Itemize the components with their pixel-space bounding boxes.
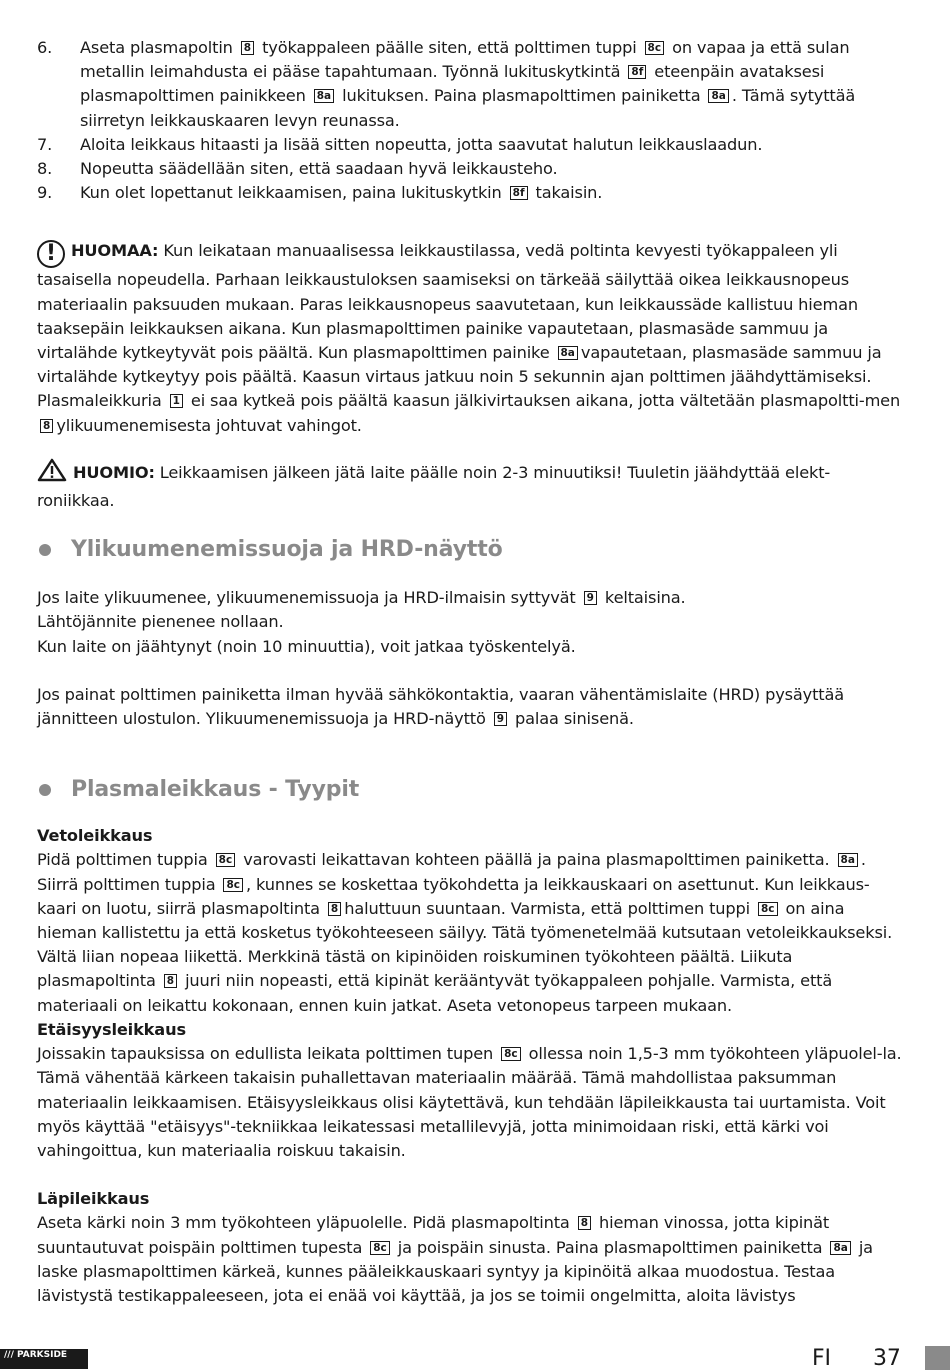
text-line: Lähtöjännite pienenee nollaan.: [37, 612, 284, 632]
list-item-number: 6.: [37, 38, 53, 57]
note-text: Kun leikataan manuaalisessa leikkaustilassa, vedä poltinta kevyesti työkappaleen yli tasaisella nopeudella. Parhaan leikkaustuloksen saamiseksi on tärkeää säilyttää oikea leikkausnopeus materiaalin paksuuden mukaan. Paras leikkausnopeus saavutetaan, kun leikkaussäde kallistuu hieman taaksepäin leikkauksen aikana. Kun plasmapolttimen painike vapautetaan, plasmasäde sammuu ja virtalähde kytkeytyvät pois päältä. Kun plasmapolttimen painike 8a vapautetaan, plasmasäde sammuu ja virtalähde kytkeytyy pois päältä. Kaasun virtaus jatkuu noin 5 sekunnin ajan polttimen jäähdyttämiseksi. Plasmaleikkuria 1 ei saa kytkeä pois päältä kaasun jälkivirtauksen aikana, jotta vältetään plasmapoltti-men 8 ylikuumenemisesta johtuvat vahingot.: [37, 241, 901, 435]
list-item: [37, 133, 907, 157]
part-reference-box: 8a: [708, 89, 728, 103]
section-title-text: Ylikuumenemissuoja ja HRD-näyttö: [71, 537, 503, 563]
part-reference-box: 8f: [510, 186, 528, 200]
list-item-text: Aseta plasmapoltin 8 työkappaleen päälle siten, että polttimen tuppi 8c on vapaa ja että sulan metallin leimahdusta ei pääse tapahtumaan. Työnnä lukituskytkintä 8f eteenpäin avataksesi plasmapolttimen painikkeen 8a lukituksen. Paina plasmapolttimen painiketta 8a . Tämä sytyttää siirretyn leikkauskaaren levyn reunassa.: [80, 38, 856, 130]
text-line: Kun laite on jäähtynyt (noin 10 minuuttia), voit jatkaa työskentelyä.: [37, 636, 576, 656]
section-title-text: Plasmaleikkaus - Tyypit: [71, 777, 360, 803]
subheading-pierce-cut: Läpileikkaus: [37, 1189, 150, 1209]
section-title-overheat: [37, 536, 907, 564]
pierce-cut-text: Aseta kärki noin 3 mm työkohteen yläpuolelle. Pidä plasmapoltinta 8 hieman vinossa, jotta kipinät suuntautuvat poispäin polttimen tupesta 8c ja poispäin sinusta. Paina plasmapolttimen painiketta 8a ja laske plasmapolttimen kärkeä, kunnes pääleikkauskaari syntyy ja kipinöitä alkaa muodostua. Testaa lävistystä testikappaleeseen, jota ei enää voi käyttää, ja jos se toimii ongelmitta, aloita lävistys: [37, 1213, 873, 1305]
list-item-number: 8.: [37, 159, 53, 179]
warning-triangle-icon: [37, 458, 67, 489]
part-reference-box: 8: [40, 419, 53, 433]
subheading-drag-cut: Vetoleikkaus: [37, 826, 153, 846]
section-title-cutting-types: [37, 776, 907, 804]
part-reference-box: 8: [578, 1216, 591, 1230]
exclamation-circle-icon: !: [37, 240, 65, 268]
list-item: [37, 157, 907, 181]
overheat-paragraph-1: [37, 586, 907, 659]
part-reference-box: 8a: [838, 853, 858, 867]
part-reference-box: 8: [241, 41, 254, 55]
part-reference-box: 8c: [645, 41, 665, 55]
part-reference-box: 8: [164, 974, 177, 988]
bullet-icon: [39, 784, 51, 796]
list-item-text: Aloita leikkaus hitaasti ja lisää sitten nopeutta, jotta saavutat halutun leikkauslaadun.: [80, 134, 763, 154]
brand-logo: /// PARKSIDE: [0, 1349, 88, 1369]
warning-text: Leikkaamisen jälkeen jätä laite päälle noin 2-3 minuutiksi! Tuuletin jäähdyttää elekt-roniikkaa.: [37, 462, 831, 511]
instruction-steps: [37, 36, 907, 205]
part-reference-box: 1: [170, 394, 183, 408]
language-code: FI: [812, 1346, 831, 1371]
overheat-paragraph-2: Jos painat polttimen painiketta ilman hyvää sähkökontaktia, vaaran vähentämislaite (HRD) pysäyttää jännitteen ulostulon. Ylikuumenemissuoja ja HRD-näyttö 9 palaa sinisenä.: [37, 684, 845, 729]
page-marker: [925, 1346, 950, 1370]
standoff-cut-text: Joissakin tapauksissa on edullista leikata polttimen tupen 8c ollessa noin 1,5-3 mm työkohteen yläpuolel-la. Tämä vähentää kärkeen takaisin puhallettavan materiaalin määrää. Tämä mahdollistaa paksumman materiaalin leikkaamisen. Etäisyysleikkaus olisi käytettävä, kun tehdään läpileikkausta tai uurtamista. Voit myös käyttää "etäisyys"-tekniikkaa leikatessasi metallilevyjä, jotta minimoidaan riski, että kärki voi vahingoittua, kun materiaalia roiskuu takaisin.: [37, 1044, 902, 1160]
list-item: [37, 181, 907, 205]
list-item-number: 7.: [37, 134, 53, 154]
list-item: [37, 36, 907, 133]
part-reference-box: 8a: [314, 89, 334, 103]
list-item-text: Kun olet lopettanut leikkaamisen, paina lukituskytkin 8f takaisin.: [80, 183, 603, 203]
warning-heading: HUOMIO:: [73, 462, 155, 482]
part-reference-box: 8a: [558, 346, 578, 360]
part-reference-box: 8c: [370, 1241, 390, 1255]
part-reference-box: 8c: [216, 853, 236, 867]
bullet-icon: [39, 544, 51, 556]
warning-block: [37, 458, 907, 513]
subheading-standoff-cut: Etäisyysleikkaus: [37, 1019, 186, 1039]
part-reference-box: 9: [494, 712, 507, 726]
part-reference-box: 8c: [223, 878, 243, 892]
part-reference-box: 8c: [501, 1047, 521, 1061]
list-item-text: Nopeutta säädellään siten, että saadaan hyvä leikkausteho.: [80, 159, 558, 179]
text-line: Jos laite ylikuumenee, ylikuumenemissuoja ja HRD-ilmaisin syttyvät 9 keltaisina.: [37, 588, 686, 608]
drag-cut-text: Pidä polttimen tuppia 8c varovasti leikattavan kohteen päällä ja paina plasmapolttimen painiketta. 8a . Siirrä polttimen tuppia 8c , kunnes se koskettaa työkohdetta ja leikkauskaari on asettunut. Kun leikkaus-kaari on luotu, siirrä plasmapoltinta 8 haluttuun suuntaan. Varmista, että polttimen tuppi 8c on aina hieman kallistettu ja että kosketus työkohteeseen säilyy. Tätä työmenetelmää kutsutaan vetoleikkaukseksi. Vältä liian nopeaa liikettä. Merkkinä tästä on kipinöiden roiskuminen työkohteen päältä. Liikuta plasmapoltinta 8 juuri niin nopeasti, että kipinät kerääntyvät työkappaleen pohjalle. Varmista, että materiaali on leikattu kokonaan, ennen kuin jatkat. Aseta vetonopeus tarpeen mukaan.: [37, 850, 893, 1015]
part-reference-box: 8: [328, 902, 341, 916]
list-item-number: 9.: [37, 183, 53, 203]
part-reference-box: 9: [584, 591, 597, 605]
part-reference-box: 8c: [758, 902, 778, 916]
part-reference-box: 8f: [628, 65, 646, 79]
note-heading: HUOMAA:: [71, 241, 159, 261]
page-content: [37, 36, 907, 1308]
note-block: [37, 239, 907, 437]
part-reference-box: 8a: [830, 1241, 850, 1255]
page-number: 37: [873, 1346, 901, 1371]
